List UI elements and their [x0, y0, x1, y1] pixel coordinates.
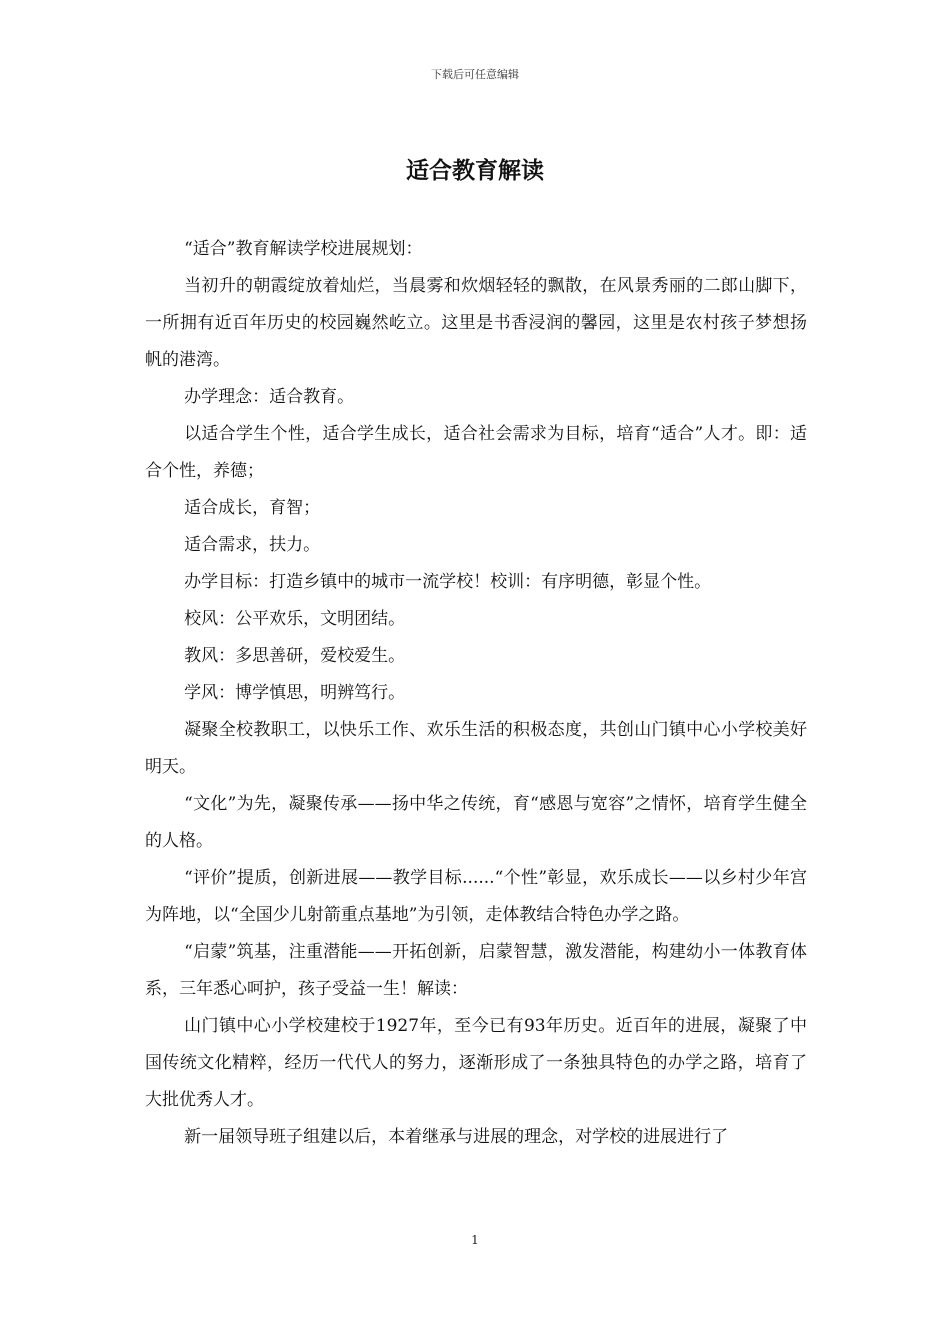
paragraph: 以适合学生个性，适合学生成长，适合社会需求为目标，培育“适合”人才。即：适合个性，养德；: [145, 424, 807, 481]
paragraph: 新一届领导班子组建以后，本着继承与进展的理念，对学校的进展进行了: [184, 1127, 729, 1147]
paragraph: 校风：公平欢乐，文明团结。: [184, 609, 406, 629]
paragraph: 教风：多思善研，爱校爱生。: [184, 646, 406, 666]
paragraph: 凝聚全校教职工，以快乐工作、欢乐生活的积极态度，共创山门镇中心小学校美好明天。: [145, 720, 807, 777]
paragraph: “文化”为先，凝聚传承——扬中华之传统，育“感恩与宽容”之情怀，培育学生健全的人格。: [145, 794, 807, 851]
paragraph: “适合”教育解读学校进展规划：: [184, 239, 423, 259]
paragraph: 办学理念：适合教育。: [184, 387, 355, 407]
paragraph: “启蒙”筑基，注重潜能——开拓创新，启蒙智慧，激发潜能，构建幼小一体教育体系，三年悉心呵护，孩子受益一生！解读：: [145, 942, 807, 999]
document-title: 适合教育解读: [406, 158, 544, 184]
paragraph: 当初升的朝霞绽放着灿烂，当晨雾和炊烟轻轻的飘散，在风景秀丽的二郎山脚下，一所拥有近百年历史的校园巍然屹立。这里是书香浸润的馨园，这里是农村孩子梦想扬帆的港湾。: [145, 276, 807, 370]
paragraph: 适合需求，扶力。: [184, 535, 321, 555]
paragraph: 学风：博学慎思，明辨笃行。: [184, 683, 406, 703]
paragraph: 适合成长，育智；: [184, 498, 321, 518]
paragraph: 山门镇中心小学校建校于1927年，至今已有93年历史。近百年的进展，凝聚了中国传统文化精粹，经历一代代人的努力，逐渐形成了一条独具特色的办学之路，培育了大批优秀人才。: [145, 1016, 807, 1110]
page-number: 1: [471, 1233, 479, 1247]
page-header-note: 下载后可任意编辑: [431, 68, 519, 81]
paragraph: 办学目标：打造乡镇中的城市一流学校！校训：有序明德，彰显个性。: [184, 572, 712, 592]
paragraph: “评价”提质，创新进展——教学目标......“个性”彰显，欢乐成长——以乡村少年宫为阵地，以“全国少儿射箭重点基地”为引领，走体教结合特色办学之路。: [145, 868, 807, 925]
document-body: [145, 231, 807, 1156]
